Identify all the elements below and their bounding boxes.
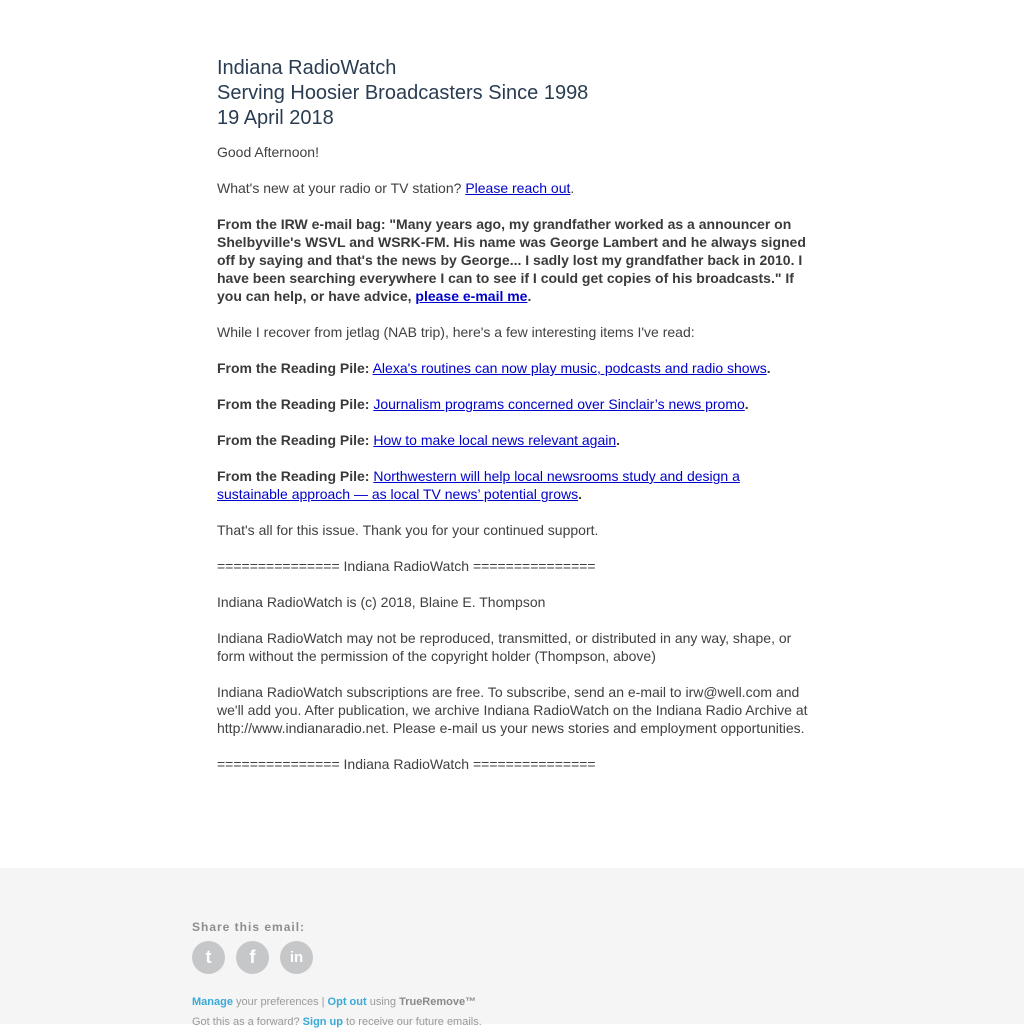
twitter-icon[interactable] [192, 941, 225, 974]
forward-text: Got this as a forward? [192, 1016, 303, 1028]
facebook-icon[interactable] [236, 941, 269, 974]
mailbag-paragraph [217, 215, 812, 305]
reading-label: From the Reading Pile: [217, 468, 370, 484]
newsletter-header [217, 56, 812, 131]
reproduction-notice: Indiana RadioWatch may not be reproduced, transmitted, or distributed in any way, shape, or form without the permission of the copyright holder (Thompson, above) [217, 630, 792, 664]
reading-link[interactable]: Alexa's routines can now play music, podcasts and radio shows [372, 360, 767, 376]
forward-line [192, 1016, 482, 1028]
punctuation: . [744, 396, 749, 412]
preferences-text: your preferences | [232, 996, 328, 1008]
reading-item [217, 395, 812, 413]
intro-paragraph: While I recover from jetlag (NAB trip), here's a few interesting items I've read: [217, 324, 695, 340]
reading-item [217, 359, 812, 377]
whats-new-paragraph [217, 179, 812, 197]
divider-line: =============== Indiana RadioWatch =============== [217, 756, 596, 772]
linkedin-icon[interactable] [280, 941, 313, 974]
reading-label: From the Reading Pile: [217, 360, 370, 376]
newsletter-title: Indiana RadioWatch [217, 57, 397, 79]
reading-item [217, 467, 812, 503]
reach-out-link[interactable]: Please reach out [465, 180, 571, 196]
reading-label: From the Reading Pile: [217, 396, 370, 412]
forward-rest-text: to receive our future emails. [343, 1016, 482, 1028]
closing-paragraph: That's all for this issue. Thank you for your continued support. [217, 522, 599, 538]
email-footer [0, 868, 1024, 1024]
email-me-link[interactable]: please e-mail me [415, 288, 528, 304]
issue-date: 19 April 2018 [217, 107, 334, 129]
subscription-info: Indiana RadioWatch subscriptions are free. To subscribe, send an e-mail to irw@well.com and we'll add you. After publication, we archive Indiana RadioWatch on the Indiana Radio Archive at http://www.indianaradio.net. Please e-mail us your news stories and employment opportunities. [217, 684, 808, 736]
manage-link[interactable]: Manage [192, 996, 233, 1008]
opt-out-link[interactable]: Opt out [327, 996, 367, 1008]
linkedin-glyph: in [289, 949, 304, 966]
sign-up-link[interactable]: Sign up [302, 1016, 343, 1028]
share-label: Share this email: [192, 920, 306, 934]
newsletter-body [217, 56, 812, 791]
reading-item [217, 431, 812, 449]
greeting: Good Afternoon! [217, 144, 319, 160]
using-text: using [366, 996, 400, 1008]
mailbag-text: From the IRW e-mail bag: "Many years ago, my grandfather worked as a announcer on Shelbyville's WSVL and WSRK-FM. His name was George Lambert and he always signed off by saying and that's the news by George... I sadly lost my grandfather back in 2010. I have been searching everywhere I can to see if I could get copies of his broadcasts." If you can help, or have advice, [217, 216, 806, 304]
trueremove-brand: TrueRemove™ [399, 996, 477, 1008]
newsletter-tagline: Serving Hoosier Broadcasters Since 1998 [217, 82, 589, 104]
punctuation: . [616, 432, 621, 448]
punctuation: . [570, 180, 575, 196]
reading-link[interactable]: How to make local news relevant again [373, 432, 617, 448]
divider-line: =============== Indiana RadioWatch =============== [217, 558, 596, 574]
preferences-line [192, 996, 476, 1008]
twitter-glyph: t [205, 947, 212, 967]
reading-link[interactable]: Northwestern will help local newsrooms study and design a sustainable approach — as local TV news’ potential grows [217, 468, 740, 502]
punctuation: . [578, 486, 582, 502]
punctuation: . [527, 288, 532, 304]
reading-label: From the Reading Pile: [217, 432, 370, 448]
punctuation: . [766, 360, 771, 376]
facebook-glyph: f [249, 947, 256, 967]
reading-link[interactable]: Journalism programs concerned over Sinclair’s news promo [373, 396, 745, 412]
copyright-notice: Indiana RadioWatch is (c) 2018, Blaine E. Thompson [217, 594, 546, 610]
whats-new-text: What's new at your radio or TV station? [217, 180, 466, 196]
